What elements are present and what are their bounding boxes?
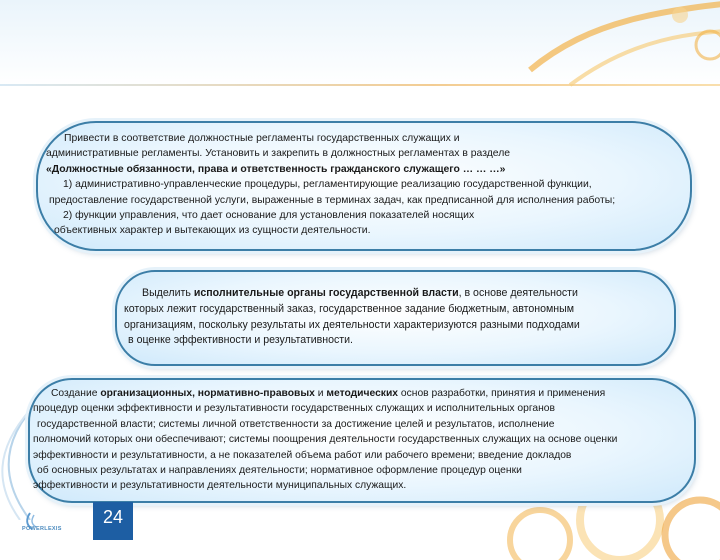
text-line: 2) функции управления, что дает основание для установления показателей носящих	[63, 210, 475, 222]
text-line: об основных результатах и направлениях деятельности; нормативное оформление процедур оценки	[37, 465, 522, 477]
text-line: процедур оценки эффективности и результативности государственных служащих и исполнительных органов	[33, 403, 555, 415]
text-line: Привести в соответствие должностные регламенты государственных служащих и	[64, 133, 460, 144]
card-regulations-text	[46, 131, 615, 239]
text-line-bold: «Должностные обязанности, права и ответственность гражданского служащего … … …»	[46, 163, 506, 175]
text-line: в оценке эффективности и результативности.	[128, 334, 354, 347]
slide-number: 24	[93, 502, 133, 540]
text-line: которых лежит государственный заказ, государственное задание бюджетным, автономным	[124, 302, 575, 315]
text-line: объективных характер и вытекающих из сущности деятельности.	[54, 225, 371, 237]
text-line: Создание организационных, нормативно-правовых и методических основ разработки, принятия и применения	[51, 388, 606, 399]
text-line: Выделить исполнительные органы государственной власти, в основе деятельности	[142, 287, 578, 299]
text-line: эффективности и результативности деятельности муниципальных служащих.	[33, 480, 407, 492]
text-line: административные регламенты. Установить и закрепить в должностных регламентах в разделе	[46, 148, 511, 160]
text-line: эффективности и результативности, а не показателей объема работ или рабочего времени; введение докладов	[33, 449, 572, 461]
text-line: организациям, поскольку результаты их деятельности характеризуются разными подходами	[124, 318, 580, 331]
decorative-swirl-top	[510, 0, 720, 90]
text-line: предоставление государственной услуги, выраженные в терминах задач, как предписанной для исполнения работы;	[49, 194, 616, 206]
text-line: государственной власти; системы личной ответственности за достижение целей и результатов, исполнение	[37, 418, 555, 430]
text-line: 1) административно-управленческие процедуры, регламентирующие реализацию государственной функции,	[63, 179, 592, 191]
logo-text: POWERLEXIS	[22, 526, 62, 532]
card-foundations-text	[33, 386, 617, 494]
card-executive-bodies-text	[124, 286, 580, 349]
text-line: полномочий которых они обеспечивают; системы поощрения деятельности государственных служащих на основе оценки	[33, 434, 618, 446]
